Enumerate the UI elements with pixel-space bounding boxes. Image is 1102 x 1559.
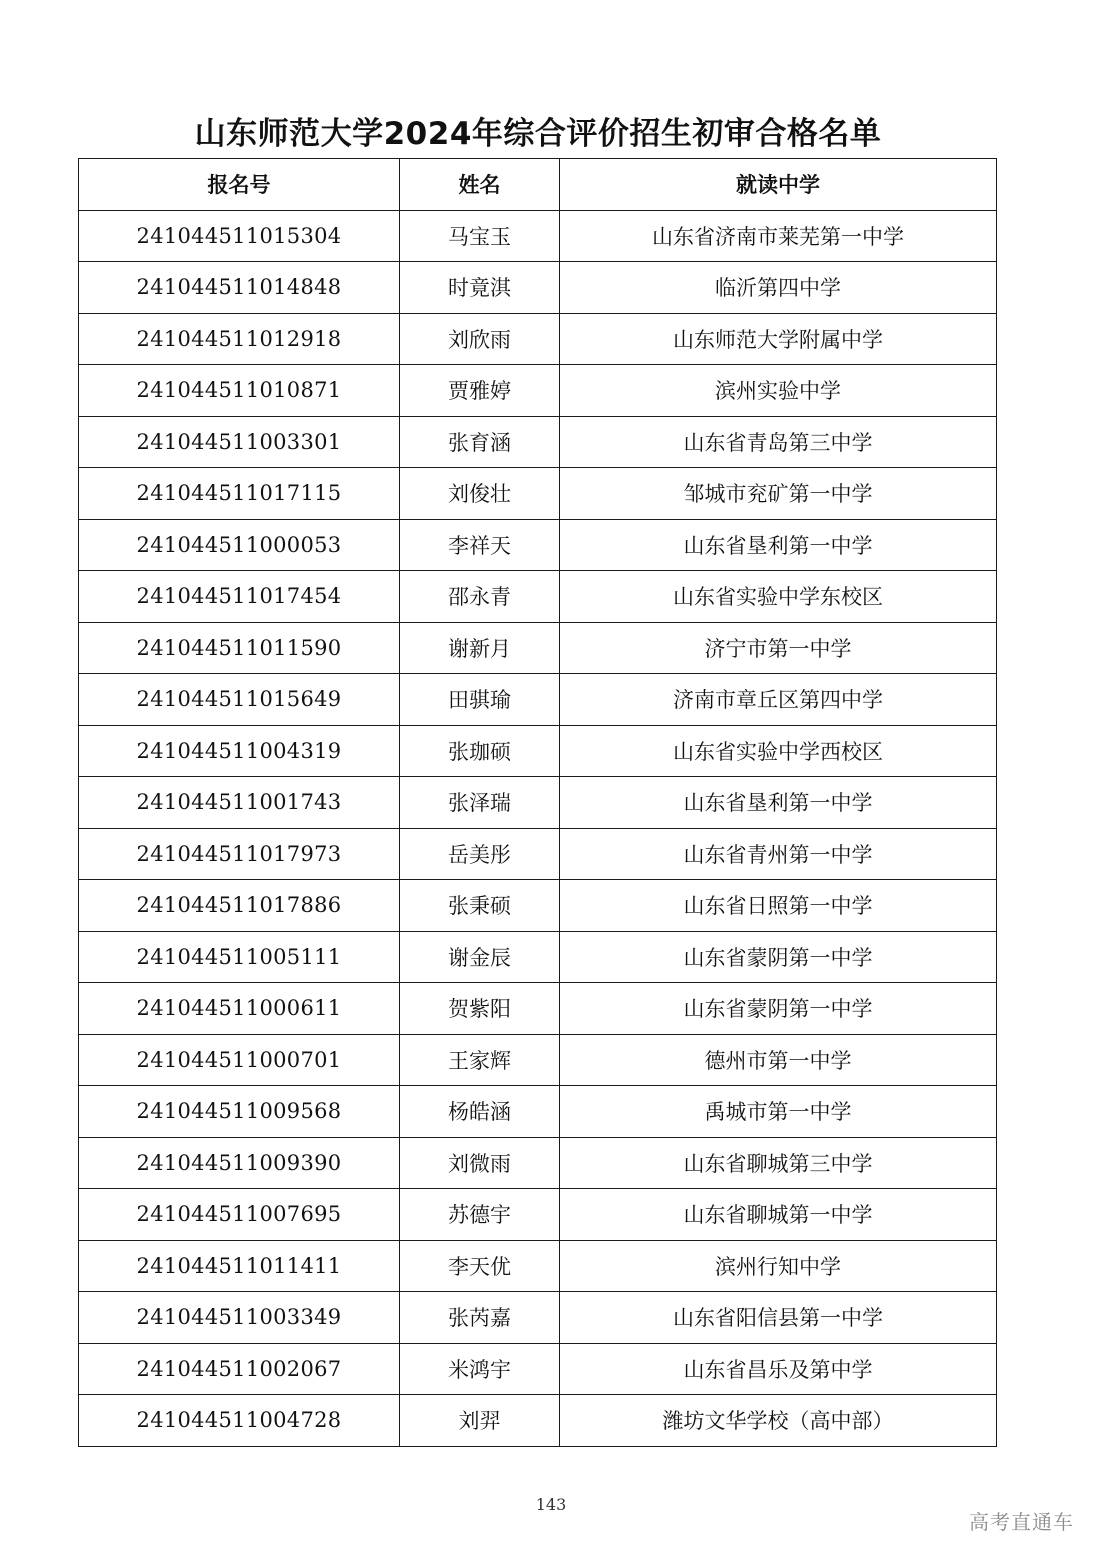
registration-number-cell: 241044511005111 [79,931,400,983]
table-row [79,983,997,1035]
student-name-cell: 马宝玉 [400,210,560,262]
school-name-cell: 山东省蒙阴第一中学 [560,931,997,983]
registration-number-cell: 241044511017115 [79,468,400,520]
student-name-cell: 田骐瑜 [400,674,560,726]
school-name-cell: 山东师范大学附属中学 [560,313,997,365]
school-name-cell: 山东省聊城第一中学 [560,1189,997,1241]
column-header-name: 姓名 [400,159,560,211]
table-row [79,1343,997,1395]
student-name-cell: 张泽瑞 [400,777,560,829]
registration-number-cell: 241044511004319 [79,725,400,777]
school-name-cell: 济南市章丘区第四中学 [560,674,997,726]
table-row [79,931,997,983]
school-name-cell: 山东省垦利第一中学 [560,777,997,829]
registration-number-cell: 241044511001743 [79,777,400,829]
table-row [79,313,997,365]
student-name-cell: 贾雅婷 [400,365,560,417]
school-name-cell: 滨州实验中学 [560,365,997,417]
table-row [79,1086,997,1138]
column-header-registration-number: 报名号 [79,159,400,211]
table-row [79,725,997,777]
table-row [79,1189,997,1241]
table-row [79,1137,997,1189]
student-name-cell: 贺紫阳 [400,983,560,1035]
school-name-cell: 山东省日照第一中学 [560,880,997,932]
student-name-cell: 刘俊壮 [400,468,560,520]
school-name-cell: 山东省垦利第一中学 [560,519,997,571]
school-name-cell: 临沂第四中学 [560,262,997,314]
table-row [79,674,997,726]
student-name-cell: 邵永青 [400,571,560,623]
registration-number-cell: 241044511017454 [79,571,400,623]
table-row [79,1034,997,1086]
registration-number-cell: 241044511017886 [79,880,400,932]
school-name-cell: 邹城市兖矿第一中学 [560,468,997,520]
student-name-cell: 刘羿 [400,1395,560,1447]
student-name-cell: 刘欣雨 [400,313,560,365]
school-name-cell: 山东省青岛第三中学 [560,416,997,468]
student-name-cell: 岳美彤 [400,828,560,880]
school-name-cell: 山东省蒙阴第一中学 [560,983,997,1035]
table-row [79,622,997,674]
student-name-cell: 王家辉 [400,1034,560,1086]
registration-number-cell: 241044511010871 [79,365,400,417]
student-name-cell: 米鸿宇 [400,1343,560,1395]
registration-number-cell: 241044511012918 [79,313,400,365]
registration-number-cell: 241044511017973 [79,828,400,880]
page-title: 山东师范大学2024年综合评价招生初审合格名单 [194,116,882,152]
registration-number-cell: 241044511003301 [79,416,400,468]
student-name-cell: 时竟淇 [400,262,560,314]
school-name-cell: 山东省昌乐及第中学 [560,1343,997,1395]
registration-number-cell: 241044511000053 [79,519,400,571]
school-name-cell: 滨州行知中学 [560,1240,997,1292]
school-name-cell: 山东省聊城第三中学 [560,1137,997,1189]
registration-number-cell: 241044511000611 [79,983,400,1035]
table-row [79,365,997,417]
table-row [79,777,997,829]
student-name-cell: 杨皓涵 [400,1086,560,1138]
student-name-cell: 张秉硕 [400,880,560,932]
registration-number-cell: 241044511007695 [79,1189,400,1241]
table-row [79,1292,997,1344]
school-name-cell: 济宁市第一中学 [560,622,997,674]
student-name-cell: 李祥天 [400,519,560,571]
registration-number-cell: 241044511015649 [79,674,400,726]
table-row [79,468,997,520]
table-row [79,828,997,880]
school-name-cell: 山东省实验中学西校区 [560,725,997,777]
table-row [79,1240,997,1292]
school-name-cell: 山东省青州第一中学 [560,828,997,880]
student-name-cell: 谢金辰 [400,931,560,983]
table-row [79,262,997,314]
page-number: 143 [535,1495,567,1514]
registration-number-cell: 241044511002067 [79,1343,400,1395]
admission-list-table [78,158,997,1447]
registration-number-cell: 241044511003349 [79,1292,400,1344]
student-name-cell: 刘微雨 [400,1137,560,1189]
table-header-row [79,159,997,211]
school-name-cell: 山东省阳信县第一中学 [560,1292,997,1344]
table-row [79,416,997,468]
column-header-school: 就读中学 [560,159,997,211]
registration-number-cell: 241044511009568 [79,1086,400,1138]
table-row [79,210,997,262]
student-name-cell: 李天优 [400,1240,560,1292]
registration-number-cell: 241044511004728 [79,1395,400,1447]
school-name-cell: 山东省济南市莱芜第一中学 [560,210,997,262]
registration-number-cell: 241044511000701 [79,1034,400,1086]
registration-number-cell: 241044511011411 [79,1240,400,1292]
registration-number-cell: 241044511009390 [79,1137,400,1189]
table-row [79,880,997,932]
table-body [79,210,997,1446]
table-row [79,1395,997,1447]
table-row [79,519,997,571]
student-name-cell: 张芮嘉 [400,1292,560,1344]
student-name-cell: 张珈硕 [400,725,560,777]
registration-number-cell: 241044511011590 [79,622,400,674]
registration-number-cell: 241044511014848 [79,262,400,314]
student-name-cell: 苏德宇 [400,1189,560,1241]
student-name-cell: 张育涵 [400,416,560,468]
registration-number-cell: 241044511015304 [79,210,400,262]
school-name-cell: 潍坊文华学校（高中部） [560,1395,997,1447]
watermark: 高考直通车 [969,1510,1074,1534]
school-name-cell: 禹城市第一中学 [560,1086,997,1138]
student-name-cell: 谢新月 [400,622,560,674]
school-name-cell: 山东省实验中学东校区 [560,571,997,623]
school-name-cell: 德州市第一中学 [560,1034,997,1086]
table-row [79,571,997,623]
